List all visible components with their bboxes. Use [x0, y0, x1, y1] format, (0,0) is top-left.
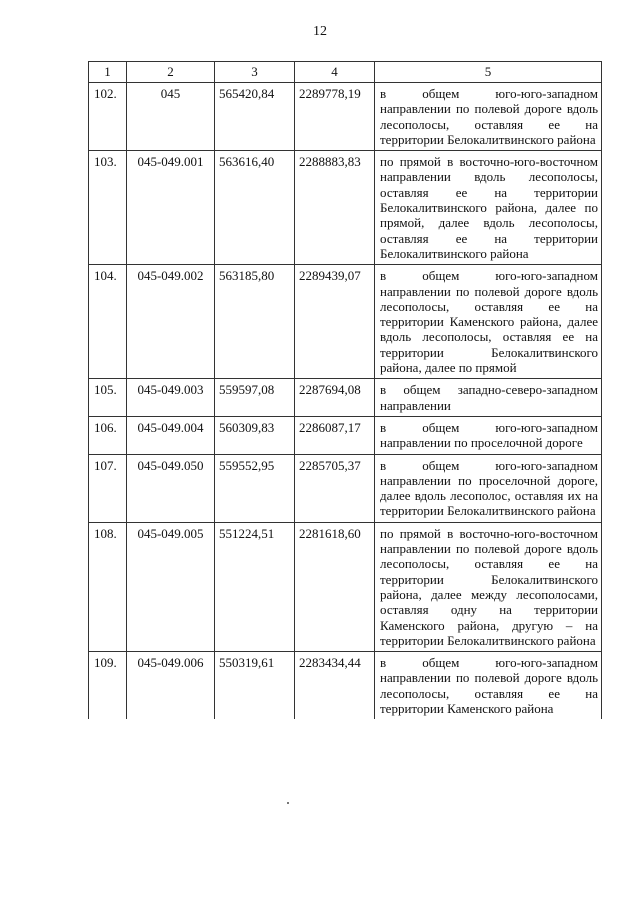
table-header-row [89, 62, 602, 83]
column-header-5: 5 [375, 62, 602, 83]
coordinate-y: 2287694,08 [295, 379, 375, 417]
boundary-description: в общем юго-юго-западном направлении по полевой дороге вдоль лесополосы, оставляя ее на территории Каменского района, далее вдоль лесополосы, оставляя ее на территории Белокалитвинского района, далее по прямой [375, 265, 602, 379]
coordinate-x: 563185,80 [215, 265, 295, 379]
row-number: 108. [89, 522, 127, 651]
point-code: 045 [127, 83, 215, 151]
point-code: 045-049.050 [127, 454, 215, 522]
coordinate-x: 565420,84 [215, 83, 295, 151]
column-header-1: 1 [89, 62, 127, 83]
boundary-points-table [88, 61, 602, 719]
table-row [89, 379, 602, 417]
row-number: 104. [89, 265, 127, 379]
point-code: 045-049.002 [127, 265, 215, 379]
point-code: 045-049.001 [127, 151, 215, 265]
coordinate-y: 2289439,07 [295, 265, 375, 379]
coordinate-y: 2286087,17 [295, 416, 375, 454]
boundary-description: в общем юго-юго-западном направлении по проселочной дороге [375, 416, 602, 454]
boundary-description: в общем юго-юго-западном направлении по полевой дороге вдоль лесополосы, оставляя ее на территории Каменского района [375, 652, 602, 720]
table-row [89, 652, 602, 720]
table-row [89, 454, 602, 522]
column-header-4: 4 [295, 62, 375, 83]
boundary-description: по прямой в восточно-юго-восточном направлении по полевой дороге вдоль лесополосы, оставляя ее на территории Белокалитвинского района, далее между лесополосами, оставляя одну на территории Каменского района, другую – на территории Белокалитвинского района [375, 522, 602, 651]
coordinate-y: 2289778,19 [295, 83, 375, 151]
coordinate-y: 2285705,37 [295, 454, 375, 522]
row-number: 103. [89, 151, 127, 265]
boundary-description: по прямой в восточно-юго-восточном направлении вдоль лесополосы, оставляя ее на территории Белокалитвинского района, далее по прямой, далее вдоль лесополосы, оставляя ее на территории Белокалитвинского района [375, 151, 602, 265]
point-code: 045-049.004 [127, 416, 215, 454]
table-row [89, 83, 602, 151]
scan-speck [287, 802, 289, 804]
column-header-2: 2 [127, 62, 215, 83]
row-number: 102. [89, 83, 127, 151]
row-number: 109. [89, 652, 127, 720]
row-number: 105. [89, 379, 127, 417]
coordinate-y: 2288883,83 [295, 151, 375, 265]
point-code: 045-049.003 [127, 379, 215, 417]
coordinate-x: 560309,83 [215, 416, 295, 454]
table-row [89, 416, 602, 454]
table-row [89, 522, 602, 651]
coordinate-y: 2281618,60 [295, 522, 375, 651]
coordinate-x: 551224,51 [215, 522, 295, 651]
row-number: 107. [89, 454, 127, 522]
table-row [89, 265, 602, 379]
row-number: 106. [89, 416, 127, 454]
coordinate-x: 550319,61 [215, 652, 295, 720]
point-code: 045-049.006 [127, 652, 215, 720]
point-code: 045-049.005 [127, 522, 215, 651]
coordinate-x: 559597,08 [215, 379, 295, 417]
page-number: 12 [313, 24, 327, 39]
boundary-description: в общем западно-северо-западном направлении [375, 379, 602, 417]
coordinate-x: 559552,95 [215, 454, 295, 522]
coordinate-x: 563616,40 [215, 151, 295, 265]
boundary-description: в общем юго-юго-западном направлении по полевой дороге вдоль лесополосы, оставляя ее на территории Белокалитвинского района [375, 83, 602, 151]
boundary-description: в общем юго-юго-западном направлении по проселочной дороге, далее вдоль лесополос, оставляя их на территории Белокалитвинского района [375, 454, 602, 522]
coordinate-y: 2283434,44 [295, 652, 375, 720]
column-header-3: 3 [215, 62, 295, 83]
table-row [89, 151, 602, 265]
